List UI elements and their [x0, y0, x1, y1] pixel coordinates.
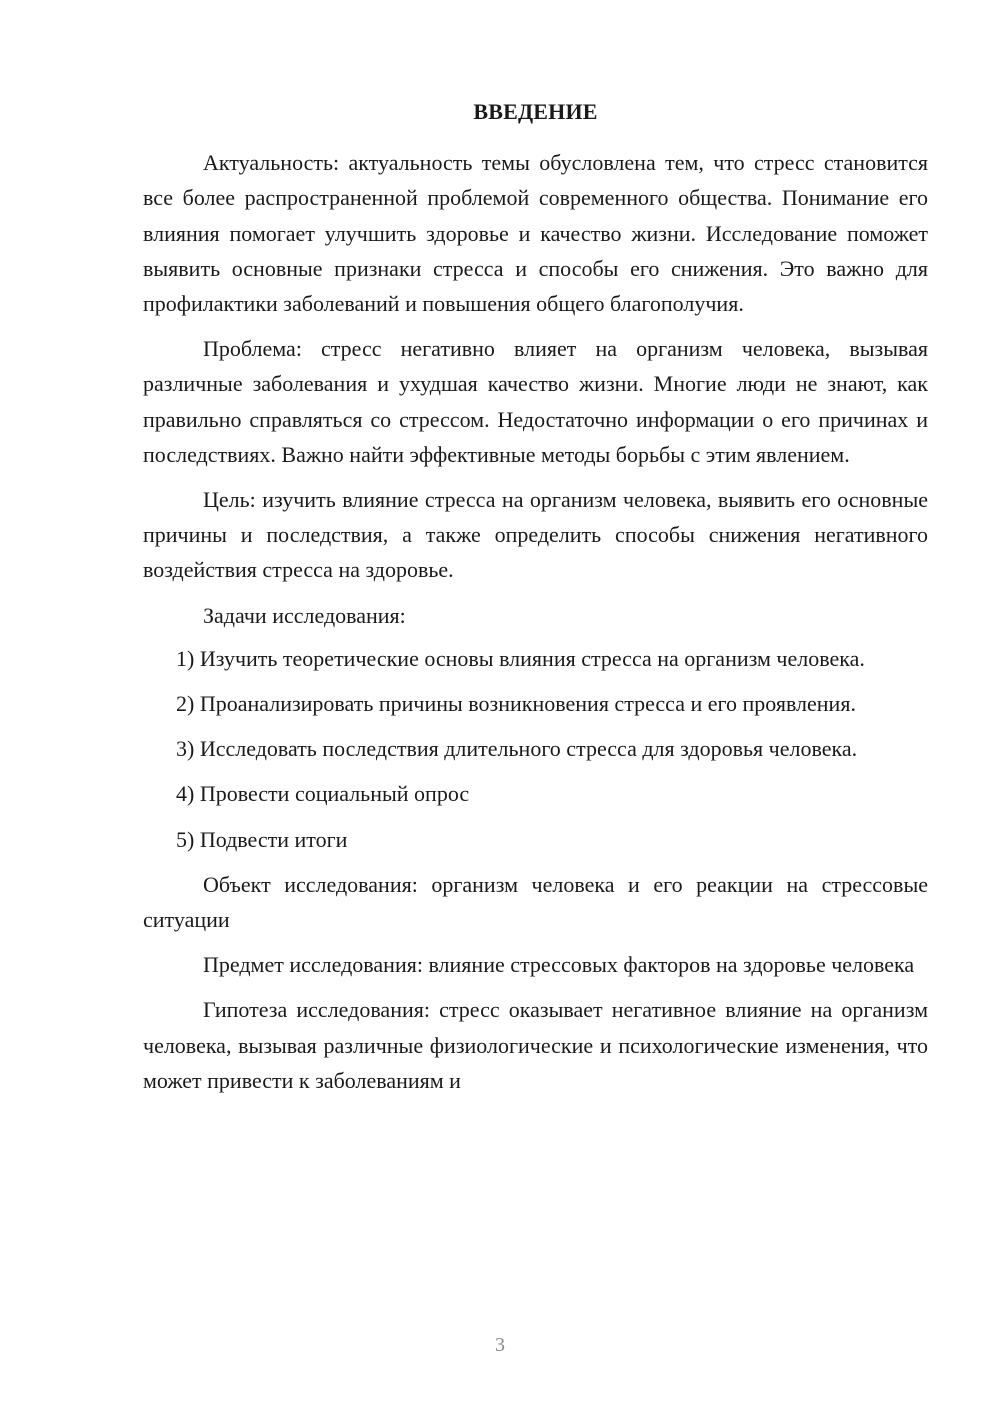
task-item-1: 1) Изучить теоретические основы влияния стресса на организм человека.: [176, 645, 865, 671]
page-number: 3: [495, 1334, 505, 1356]
document-page: [143, 94, 928, 1108]
tasks-heading: Задачи исследования:: [203, 602, 406, 628]
hypothesis-paragraph: Гипотеза исследования: стресс оказывает негативное влияние на организм человека, вызывая различные физиологические и психологические изменения, что может привести к заболеваниям и: [143, 997, 928, 1093]
task-item-2: 2) Проанализировать причины возникновения стресса и его проявления.: [176, 691, 856, 717]
task-item-3: 3) Исследовать последствия длительного стресса для здоровья человека.: [176, 736, 858, 762]
task-item-4: 4) Провести социальный опрос: [176, 781, 470, 807]
problem-paragraph: Проблема: стресс негативно влияет на организм человека, вызывая различные заболевания и ухудшая качество жизни. Многие люди не знают, как правильно справляться со стрессом. Недостаточно информации о его причинах и последствиях. Важно найти эффективные методы борьбы с этим явлением.: [143, 336, 928, 467]
task-item-5: 5) Подвести итоги: [176, 826, 348, 852]
subject-paragraph: Предмет исследования: влияние стрессовых факторов на здоровье человека: [203, 952, 915, 978]
relevance-paragraph: Актуальность: актуальность темы обусловлена тем, что стресс становится все более распространенной проблемой современного общества. Понимание его влияния помогает улучшить здоровье и качество жизни. Исследование поможет выявить основные признаки стресса и способы его снижения. Это важно для профилактики заболеваний и повышения общего благополучия.: [143, 150, 928, 317]
goal-paragraph: Цель: изучить влияние стресса на организм человека, выявить его основные причины и последствия, а также определить способы снижения негативного воздействия стресса на здоровье.: [143, 487, 928, 583]
object-paragraph: Объект исследования: организм человека и его реакции на стрессовые ситуации: [143, 871, 928, 933]
page-title: ВВЕДЕНИЕ: [473, 99, 598, 124]
